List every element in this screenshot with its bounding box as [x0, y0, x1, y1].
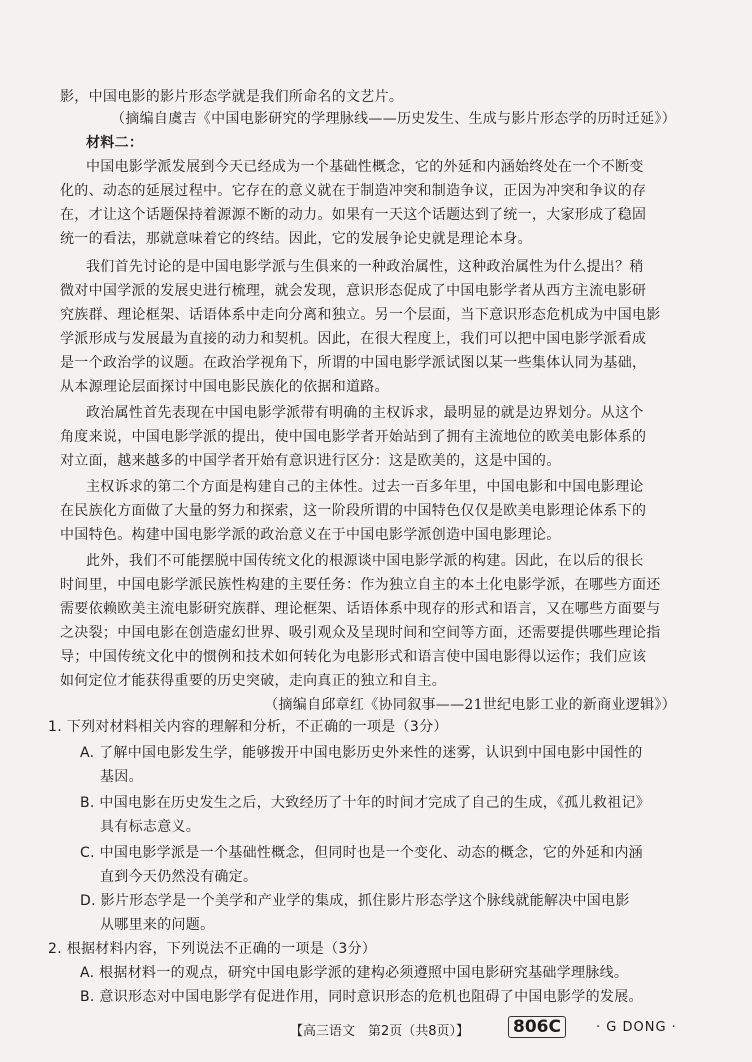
passage-line: 在民族化方面做了大量的努力和探索，这一阶段所谓的中国特色仅仅是欧美电影理论体系下的: [60, 503, 647, 519]
source-citation: （摘编自邱章红《协同叙事——21世纪电影工业的新商业逻辑》）: [264, 697, 676, 713]
passage-line: 中国特色。构建中国电影学派的政治意义在于中国电影学派创造中国电影理论。: [60, 527, 561, 543]
passage-line: 政治属性首先表现在中国电影学派带有明确的主权诉求，最明显的就是边界划分。从这个: [86, 405, 644, 421]
section-heading: 材料二：: [86, 135, 144, 151]
option-b: B. 中国电影在历史发生之后，大致经历了十年的时间才完成了自己的生成，《孤儿救祖记》: [80, 795, 651, 811]
option-a: A. 了解中国电影发生学，能够拨开中国电影历史外来性的迷雾，认识到中国电影中国性的: [80, 745, 643, 761]
passage-line: 此外，我们不可能摆脱中国传统文化的根源谈中国电影学派的构建。因此，在以后的很长: [86, 553, 644, 569]
brand-mark: · G DONG ·: [596, 1020, 677, 1035]
passage-line: 时间里，中国电影学派民族性构建的主要任务：作为独立自主的本土化电影学派，在哪些方面还: [60, 577, 661, 593]
passage-line: 角度来说，中国电影学派的提出，使中国电影学者开始站到了拥有主流地位的欧美电影体系的: [60, 429, 647, 445]
passage-line: 对立面，越来越多的中国学者开始有意识进行区分：这是欧美的，这是中国的。: [60, 453, 561, 469]
passage-line: 学派形成与发展最为直接的动力和契机。因此，在很大程度上，我们可以把中国电影学派看成: [60, 331, 647, 347]
option-c: C. 中国电影学派是一个基础性概念，但同时也是一个变化、动态的概念，它的外延和内涵: [80, 845, 643, 861]
option-b: B. 意识形态对中国电影学有促进作用，同时意识形态的危机也阻碍了中国电影学的发展。: [80, 989, 643, 1005]
page-footer: [0, 1014, 752, 1042]
passage-line: 微对中国学派的发展史进行梳理，就会发现，意识形态促成了中国电影学者从西方主流电影研: [60, 283, 647, 299]
passage-line: 如何定位才能获得重要的历史突破，走向真正的独立和自主。: [60, 673, 447, 689]
passage-line: 影，中国电影的影片形态学就是我们所命名的文艺片。: [60, 89, 404, 105]
option-d-cont: 从哪里来的问题。: [100, 917, 215, 933]
exam-code: 806C: [508, 1016, 566, 1038]
passage-line: 化的、动态的延展过程中。它存在的意义就在于制造冲突和制造争议，正因为冲突和争议的存: [60, 183, 647, 199]
passage-line: 在，才让这个话题保持着源源不断的动力。如果有一天这个话题达到了统一，大家形成了稳固: [60, 207, 647, 223]
passage-line: 中国电影学派发展到今天已经成为一个基础性概念，它的外延和内涵始终处在一个不断变: [86, 159, 644, 175]
passage-line: 之决裂；中国电影在创造虚幻世界、吸引观众及呈现时间和空间等方面，还需要提供哪些理论指: [60, 625, 661, 641]
passage-line: 我们首先讨论的是中国电影学派与生俱来的一种政治属性，这种政治属性为什么提出？稍: [86, 259, 644, 275]
passage-line: 是一个政治学的议题。在政治学视角下，所谓的中国电影学派试图以某一些集体认同为基础，: [60, 355, 647, 371]
option-b-cont: 具有标志意义。: [100, 819, 201, 835]
passage-line: 从本源理论层面探讨中国电影民族化的依据和道路。: [60, 379, 389, 395]
passage-line: 导；中国传统文化中的惯例和技术如何转化为电影形式和语言使中国电影得以运作；我们应该: [60, 649, 647, 665]
question-stem: 1. 下列对材料相关内容的理解和分析，不正确的一项是（3分）: [48, 719, 448, 735]
option-d: D. 影片形态学是一个美学和产业学的集成，抓住影片形态学这个脉线就能解决中国电影: [80, 893, 630, 909]
passage-line: 究族群、理论框架、话语体系中走向分离和独立。另一个层面，当下意识形态危机成为中国电影: [60, 307, 661, 323]
option-a-cont: 基因。: [100, 769, 143, 785]
question-stem: 2. 根据材料内容，下列说法不正确的一项是（3分）: [48, 941, 377, 957]
option-c-cont: 直到今天仍然没有确定。: [100, 869, 258, 885]
passage-line: 需要依赖欧美主流电影研究族群、理论框架、话语体系中现存的形式和语言，又在哪些方面要与: [60, 601, 661, 617]
option-a: A. 根据材料一的观点，研究中国电影学派的建构必须遵照中国电影研究基础学理脉线。: [80, 965, 629, 981]
page-number: 【高三语文 第2页（共8页）】: [290, 1024, 470, 1039]
source-citation: （摘编自虞吉《中国电影研究的学理脉线——历史发生、生成与影片形态学的历时迁延》）: [111, 111, 676, 127]
passage-line: 统一的看法，那就意味着它的终结。因此，它的发展争论史就是理论本身。: [60, 231, 532, 247]
passage-line: 主权诉求的第二个方面是构建自己的主体性。过去一百多年里，中国电影和中国电影理论: [86, 479, 644, 495]
